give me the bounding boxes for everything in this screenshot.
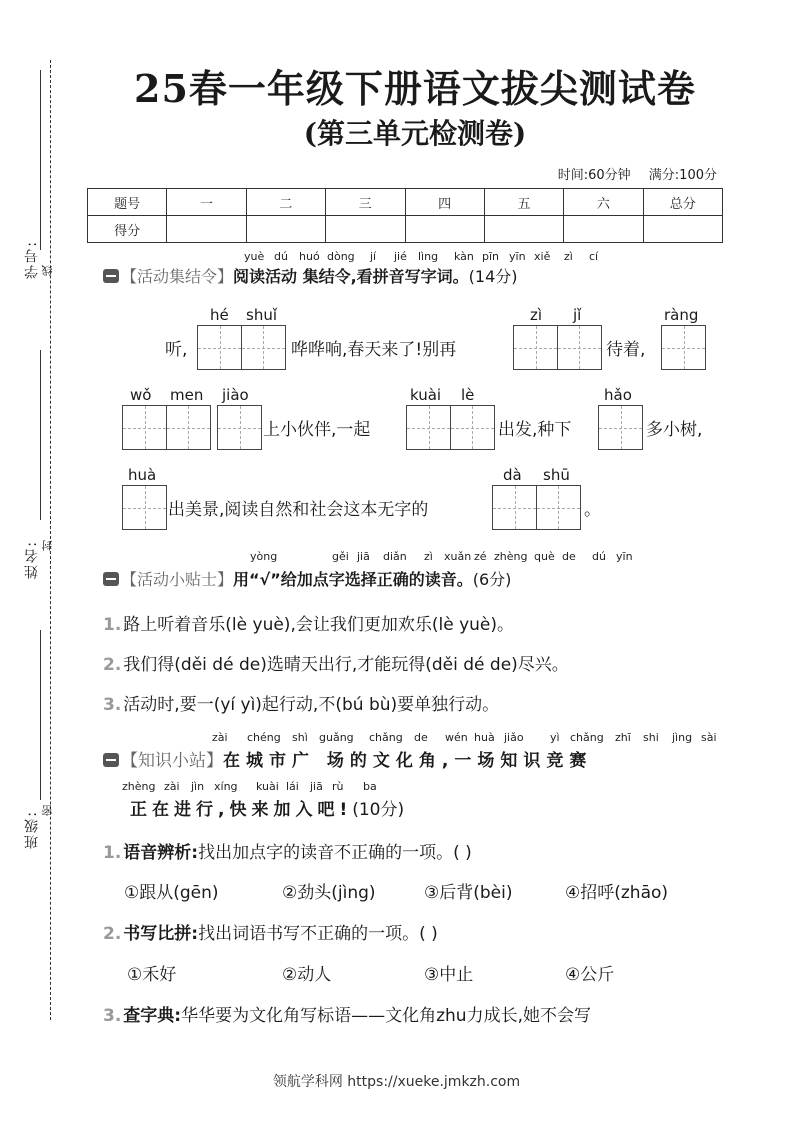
pinyin-syllable: xiě: [534, 250, 551, 263]
pinyin-prompt: hǎo: [604, 386, 632, 404]
writing-grid[interactable]: [598, 405, 642, 450]
pinyin-syllable: lìng: [418, 250, 439, 263]
table-header-cell: 二: [246, 189, 325, 216]
table-header-cell: 五: [484, 189, 563, 216]
table-row: [88, 189, 723, 216]
pinyin-syllable: xuǎn: [444, 550, 472, 563]
writing-grid[interactable]: [661, 325, 705, 370]
pinyin-syllable: cí: [589, 250, 599, 263]
pinyin-syllable: yīn: [616, 550, 633, 563]
question-number: 3.: [103, 695, 122, 715]
pinyin-prompt: dà: [503, 466, 522, 484]
passage-text: 哗哗响,春天来了!别再: [291, 340, 457, 360]
question-item: [103, 838, 472, 863]
pinyin-syllable: jiā: [357, 550, 370, 563]
pinyin-prompt: shū: [543, 466, 570, 484]
passage-text: 待着,: [606, 340, 646, 360]
pinyin-syllable: guǎng: [319, 731, 354, 744]
pinyin-syllable: jí: [370, 250, 377, 263]
pinyin-prompt: men: [170, 386, 204, 404]
pinyin-prompt: shuǐ: [246, 306, 277, 324]
pinyin-syllable: yì: [550, 731, 560, 744]
question-text: 找出词语书写不正确的一项。( ): [198, 924, 438, 944]
table-header-cell: 六: [564, 189, 643, 216]
section-points: (6分): [472, 570, 512, 589]
section-instruction: 阅读活动 集结令,看拼音写字词。: [233, 267, 469, 286]
pinyin-syllable: de: [562, 550, 576, 563]
pinyin-syllable: jìn: [191, 780, 205, 793]
option-item[interactable]: ④招呼(zhāo): [565, 883, 669, 903]
question-item: [103, 1001, 591, 1026]
section1-heading: [103, 264, 518, 287]
class-line: [40, 630, 41, 800]
score-cell[interactable]: [564, 216, 643, 243]
score-cell[interactable]: [246, 216, 325, 243]
page-subtitle: (第三单元检测卷): [303, 117, 527, 150]
footer-watermark: 领航学科网 https://xueke.jmkzh.com: [272, 1074, 521, 1090]
name-line: [40, 350, 41, 520]
passage-text: 出发,种下: [498, 420, 572, 440]
class-label: 班级:: [24, 810, 40, 849]
pinyin-syllable: dòng: [327, 250, 355, 263]
pinyin-syllable: kuài: [256, 780, 279, 793]
pinyin-syllable: dú: [274, 250, 288, 263]
full-score: 满分:100分: [648, 168, 717, 183]
question-item: [103, 690, 499, 715]
section-tag: 【活动集结令】: [121, 267, 234, 286]
question-number: 1.: [103, 843, 122, 863]
table-header-cell: 总分: [643, 189, 722, 216]
pinyin-syllable: jié: [394, 250, 407, 263]
pinyin-syllable: gěi: [332, 550, 349, 563]
question-text: 我们得(děi dé de)选晴天出行,才能玩得(děi dé de)尽兴。: [123, 655, 569, 675]
pinyin-syllable: zhèng: [122, 780, 156, 793]
option-item[interactable]: ②动人: [282, 965, 332, 985]
pinyin-syllable: jiā: [310, 780, 323, 793]
pinyin-syllable: zhèng: [494, 550, 528, 563]
option-item[interactable]: ①跟从(gēn): [124, 883, 219, 903]
student-id-label: 学号:: [24, 240, 40, 279]
binding-margin: [0, 0, 80, 1122]
pinyin-prompt: lè: [461, 386, 475, 404]
section3-heading: [103, 746, 592, 771]
table-header-cell: 三: [326, 189, 405, 216]
pinyin-prompt: wǒ: [130, 386, 152, 404]
section-points: (14分): [468, 267, 518, 286]
score-cell[interactable]: [167, 216, 246, 243]
score-cell[interactable]: [405, 216, 484, 243]
question-label: 语音辨析:: [123, 843, 199, 863]
pinyin-syllable: xíng: [214, 780, 238, 793]
option-item[interactable]: ①禾好: [127, 965, 177, 985]
pinyin-syllable: jiǎo: [504, 731, 524, 744]
pinyin-syllable: dú: [592, 550, 606, 563]
pinyin-syllable: huà: [474, 731, 495, 744]
writing-grid[interactable]: [513, 325, 600, 370]
page-title: 25春一年级下册语文拔尖测试卷: [134, 66, 696, 111]
section-instruction: 在城市广 场的文化角,一场知识竞赛: [223, 751, 593, 771]
pinyin-syllable: què: [534, 550, 555, 563]
pinyin-syllable: zé: [474, 550, 487, 563]
table-header-cell: 题号: [88, 189, 167, 216]
option-item[interactable]: ④公斤: [565, 965, 615, 985]
pinyin-syllable: shì: [292, 731, 308, 744]
section-tag: 【知识小站】: [121, 751, 223, 771]
pinyin-syllable: pīn: [482, 250, 500, 263]
pinyin-syllable: yòng: [250, 550, 278, 563]
section-marker-icon: [103, 753, 119, 767]
pinyin-syllable: shi: [643, 731, 659, 744]
pinyin-syllable: zì: [564, 250, 573, 263]
pinyin-syllable: chǎng: [570, 731, 604, 744]
pinyin-syllable: ba: [363, 780, 377, 793]
pinyin-syllable: zài: [212, 731, 228, 744]
option-item[interactable]: ②劲头(jìng): [282, 883, 376, 903]
pinyin-syllable: huó: [299, 250, 320, 263]
pinyin-prompt: jǐ: [573, 306, 582, 324]
table-row: [88, 216, 723, 243]
question-text: 路上听着音乐(lè yuè),会让我们更加欢乐(lè yuè)。: [123, 615, 514, 635]
time-limit: 时间:60分钟: [557, 168, 631, 183]
table-header-cell: 四: [405, 189, 484, 216]
score-cell[interactable]: [643, 216, 722, 243]
question-text: 华华要为文化角写标语——文化角zhu力成长,她不会写: [181, 1006, 591, 1026]
table-header-cell: 一: [167, 189, 246, 216]
writing-grid[interactable]: [122, 405, 209, 450]
pinyin-syllable: yuè: [244, 250, 265, 263]
section-points: (10分): [352, 800, 405, 820]
question-text: 找出加点字的读音不正确的一项。( ): [198, 843, 472, 863]
pinyin-syllable: zài: [164, 780, 180, 793]
pinyin-syllable: zì: [424, 550, 433, 563]
passage-text: 多小树,: [646, 420, 703, 440]
writing-grid[interactable]: [217, 405, 261, 450]
pinyin-syllable: jìng: [672, 731, 693, 744]
pinyin-syllable: chéng: [247, 731, 281, 744]
pinyin-prompt: jiào: [222, 386, 249, 404]
pinyin-syllable: rù: [332, 780, 344, 793]
writing-grid[interactable]: [122, 485, 166, 530]
pinyin-prompt: ràng: [664, 306, 699, 324]
passage-text: 。: [584, 500, 601, 520]
passage-text: 上小伙伴,一起: [263, 420, 371, 440]
question-label: 书写比拼:: [123, 924, 199, 944]
score-row-label: 得分: [88, 216, 167, 243]
writing-grid[interactable]: [492, 485, 579, 530]
pinyin-prompt: zì: [530, 306, 543, 324]
section2-heading: [103, 567, 511, 590]
section-instruction: 正在进行,快来加入吧!: [130, 800, 353, 820]
question-number: 2.: [103, 924, 122, 944]
section-instruction: 用“√”给加点字选择正确的读音。: [233, 570, 473, 589]
student-id-line: [40, 70, 41, 250]
pinyin-syllable: diǎn: [383, 550, 407, 563]
writing-grid[interactable]: [406, 405, 493, 450]
score-cell[interactable]: [484, 216, 563, 243]
question-number: 2.: [103, 655, 122, 675]
section3-heading-line2: [130, 795, 404, 820]
pinyin-prompt: hé: [210, 306, 229, 324]
cut-word-line: 线: [41, 265, 54, 276]
passage-text: 出美景,阅读自然和社会这本无字的: [168, 500, 429, 520]
question-item: [103, 919, 438, 944]
pinyin-syllable: chǎng: [369, 731, 403, 744]
pinyin-prompt: huà: [128, 466, 157, 484]
section-marker-icon: [103, 572, 119, 586]
section-marker-icon: [103, 269, 119, 283]
question-number: 1.: [103, 615, 122, 635]
pinyin-syllable: lái: [286, 780, 299, 793]
score-cell[interactable]: [326, 216, 405, 243]
cut-word-seal: 封: [41, 540, 54, 551]
name-label: 姓名:: [24, 540, 40, 579]
question-number: 3.: [103, 1006, 122, 1026]
question-label: 查字典:: [123, 1006, 182, 1026]
question-item: [103, 650, 569, 675]
writing-grid[interactable]: [197, 325, 284, 370]
pinyin-syllable: sài: [701, 731, 717, 744]
pinyin-syllable: yīn: [509, 250, 526, 263]
section-tag: 【活动小贴士】: [121, 570, 234, 589]
passage-text: 听,: [165, 340, 188, 360]
pinyin-syllable: zhī: [615, 731, 631, 744]
option-item[interactable]: ③后背(bèi): [424, 883, 513, 903]
pinyin-syllable: de: [414, 731, 428, 744]
exam-meta: [544, 164, 717, 183]
pinyin-prompt: kuài: [410, 386, 442, 404]
question-text: 活动时,要一(yí yì)起行动,不(bú bù)要单独行动。: [123, 695, 500, 715]
cut-word-secret: 密: [41, 805, 54, 816]
option-item[interactable]: ③中止: [424, 965, 474, 985]
pinyin-syllable: wén: [445, 731, 468, 744]
pinyin-syllable: kàn: [454, 250, 474, 263]
score-table: [87, 188, 723, 243]
question-item: [103, 610, 514, 635]
